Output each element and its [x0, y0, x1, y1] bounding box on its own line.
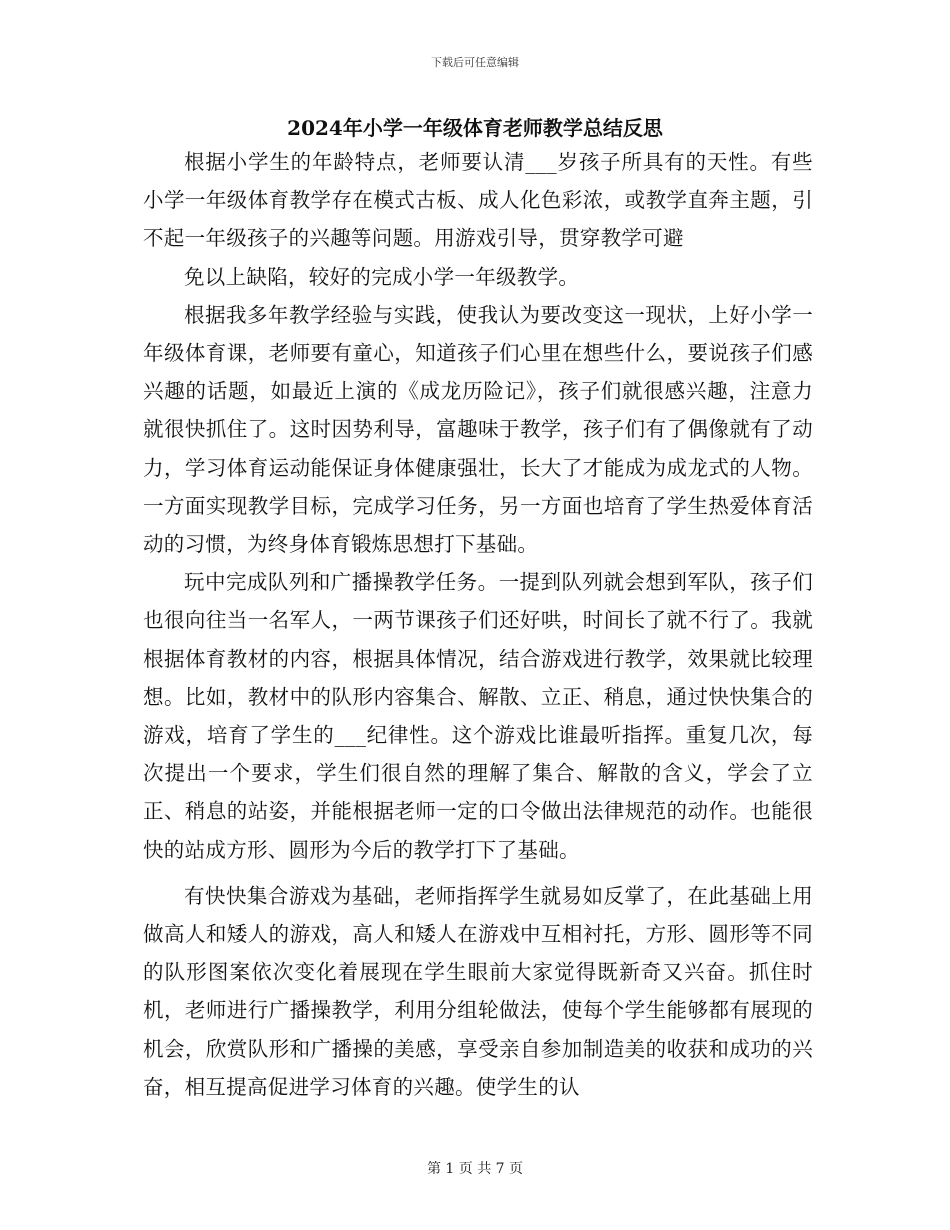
paragraph-2: 免以上缺陷，较好的完成小学一年级教学。	[184, 264, 580, 289]
document-title: 2024年小学一年级体育老师教学总结反思	[287, 116, 663, 140]
paragraph-5: 有快快集合游戏为基础，老师指挥学生就易如反掌了，在此基础上用做高人和矮人的游戏，高人和矮人在游戏中互相衬托，方形、圆形等不同的队形图案依次变化着展现在学生眼前大家觉得既新奇又兴奋。抓住时机，老师进行广播操教学，利用分组轮做法，使每个学生能够都有展现的机会，欣赏队形和广播操的美感，享受亲自参加制造美的收获和成功的兴奋，相互提高促进学习体育的兴趣。使学生的认	[143, 883, 813, 1099]
document-body	[143, 143, 813, 1106]
paragraph-1: 根据小学生的年龄特点，老师要认清___岁孩子所具有的天性。有些小学一年级体育教学存在模式古板、成人化色彩浓，或教学直奔主题，引不起一年级孩子的兴趣等问题。用游戏引导，贯穿教学可避	[143, 150, 813, 251]
page-footer: 第 1 页 共 7 页	[426, 1161, 524, 1177]
paragraph-4: 玩中完成队列和广播操教学任务。一提到队列就会想到军队，孩子们也很向往当一名军人，一两节课孩子们还好哄，时间长了就不行了。我就根据体育教材的内容，根据具体情况，结合游戏进行教学，效果就比较理想。比如，教材中的队形内容集合、解散、立正、稍息，通过快快集合的游戏，培育了学生的___纪律性。这个游戏比谁最听指挥。重复几次，每次提出一个要求，学生们很自然的理解了集合、解散的含义，学会了立正、稍息的站姿，并能根据老师一定的口令做出法律规范的动作。也能很快的站成方形、圆形为今后的教学打下了基础。	[143, 570, 813, 862]
header-note: 下载后可任意编辑	[431, 56, 519, 69]
paragraph-3: 根据我多年教学经验与实践，使我认为要改变这一现状，上好小学一年级体育课，老师要有童心，知道孩子们心里在想些什么，要说孩子们感兴趣的话题，如最近上演的《成龙历险记》，孩子们就很感兴趣，注意力就很快抓住了。这时因势利导，富趣味于教学，孩子们有了偶像就有了动力，学习体育运动能保证身体健康强壮，长大了才能成为成龙式的人物。一方面实现教学目标，完成学习任务，另一方面也培育了学生热爱体育活动的习惯，为终身体育锻炼思想打下基础。	[143, 302, 813, 557]
